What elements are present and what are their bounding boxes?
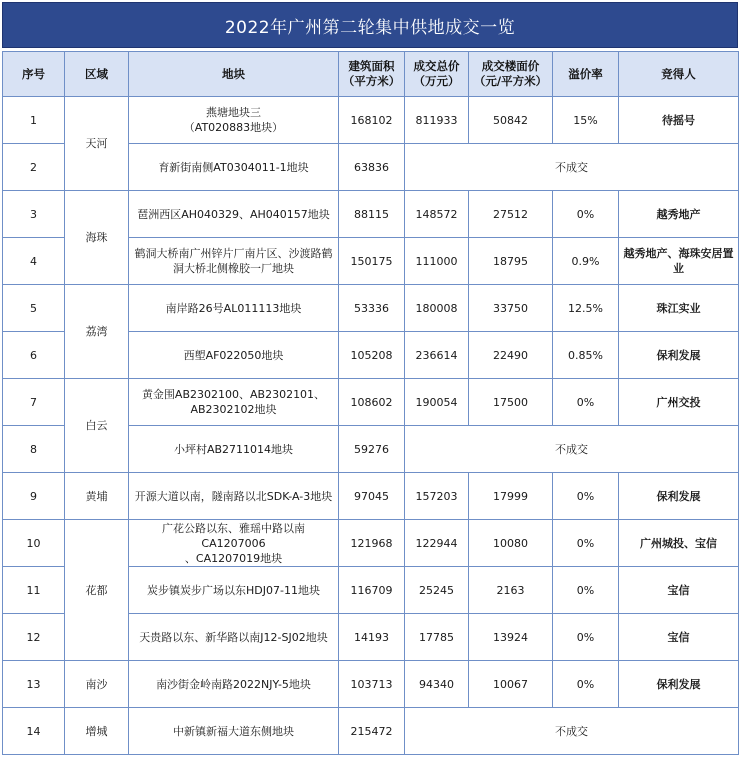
plot-cell [129,567,339,614]
seq-cell: 5 [3,285,65,332]
header-seq: 序号 [3,52,65,97]
land-sales-table [2,51,739,755]
area-cell: 14193 [339,614,405,661]
status-cell: 不成交 [405,144,739,191]
table-row [3,97,739,144]
plot-name-line: 炭步镇炭步广场以东HDJ07-11地块 [147,583,320,597]
plot-cell [129,473,339,520]
unit-price-cell: 50842 [469,97,553,144]
table-row [3,520,739,567]
plot-cell [129,520,339,567]
premium-cell: 0% [553,379,619,426]
header-winner: 竞得人 [619,52,739,97]
plot-cell [129,144,339,191]
seq-cell: 6 [3,332,65,379]
winner-cell: 广州城投、宝信 [619,520,739,567]
header-premium: 溢价率 [553,52,619,97]
seq-cell: 7 [3,379,65,426]
table-row [3,379,739,426]
winner-cell: 保利发展 [619,473,739,520]
total-price-cell: 190054 [405,379,469,426]
plot-cell [129,238,339,285]
area-cell: 168102 [339,97,405,144]
plot-name-line: 洞大桥北侧橡胶一厂地块 [173,262,294,275]
header-area-line2: （平方米） [342,74,401,88]
table-title: 2022年广州第二轮集中供地成交一览 [2,2,738,48]
area-cell: 215472 [339,708,405,755]
area-cell: 105208 [339,332,405,379]
plot-name-line: 燕塘地块三 [206,106,261,119]
area-cell: 59276 [339,426,405,473]
premium-cell: 0% [553,520,619,567]
header-unit-price [469,52,553,97]
unit-price-cell: 33750 [469,285,553,332]
seq-cell: 9 [3,473,65,520]
plot-name-line: 鹤洞大桥南广州锌片厂南片区、沙渡路鹤 [134,247,333,260]
unit-price-cell: 13924 [469,614,553,661]
winner-cell: 越秀地产 [619,191,739,238]
unit-price-cell: 22490 [469,332,553,379]
plot-cell [129,379,339,426]
area-cell: 150175 [339,238,405,285]
plot-name-line: 育新街南侧AT0304011-1地块 [158,160,309,174]
premium-cell: 0% [553,614,619,661]
area-cell: 121968 [339,520,405,567]
unit-price-cell: 10080 [469,520,553,567]
seq-cell: 14 [3,708,65,755]
plot-cell [129,97,339,144]
seq-cell: 11 [3,567,65,614]
seq-cell: 12 [3,614,65,661]
table-row [3,661,739,708]
plot-name-line: 南沙街金岭南路2022NJY-5地块 [156,677,311,691]
premium-cell: 12.5% [553,285,619,332]
unit-price-cell: 10067 [469,661,553,708]
plot-name-line: （AT020883地块） [183,121,284,134]
winner-cell: 待摇号 [619,97,739,144]
unit-price-cell: 17999 [469,473,553,520]
unit-price-cell: 18795 [469,238,553,285]
header-plot: 地块 [129,52,339,97]
plot-cell [129,614,339,661]
district-cell: 白云 [65,379,129,473]
table-row [3,191,739,238]
area-cell: 63836 [339,144,405,191]
plot-name-line: 天贵路以东、新华路以南J12-SJ02地块 [139,630,328,644]
seq-cell: 3 [3,191,65,238]
area-cell: 88115 [339,191,405,238]
winner-cell: 广州交投 [619,379,739,426]
table-row [3,708,739,755]
unit-price-cell: 27512 [469,191,553,238]
seq-cell: 1 [3,97,65,144]
district-cell: 增城 [65,708,129,755]
seq-cell: 10 [3,520,65,567]
status-cell: 不成交 [405,708,739,755]
plot-name-line: 黄金围AB2302100、AB2302101、 [141,388,326,401]
header-district: 区域 [65,52,129,97]
total-price-cell: 111000 [405,238,469,285]
total-price-cell: 25245 [405,567,469,614]
table-row [3,285,739,332]
winner-cell: 保利发展 [619,661,739,708]
header-total-line1: 成交总价 [413,59,460,73]
total-price-cell: 148572 [405,191,469,238]
plot-name-line: 小坪村AB2711014地块 [173,442,294,456]
district-cell: 荔湾 [65,285,129,379]
district-cell: 南沙 [65,661,129,708]
header-total-line2: （万元） [413,74,460,88]
winner-cell: 宝信 [619,567,739,614]
winner-cell: 珠江实业 [619,285,739,332]
plot-name-line: 开源大道以南，隧南路以北SDK-A-3地块 [134,489,333,503]
winner-cell: 宝信 [619,614,739,661]
premium-cell: 0% [553,473,619,520]
header-total [405,52,469,97]
plot-name-line: 广花公路以东、雅瑶中路以南CA1207006 [162,521,305,550]
area-cell: 108602 [339,379,405,426]
area-cell: 116709 [339,567,405,614]
header-area-line1: 建筑面积 [348,59,395,73]
total-price-cell: 157203 [405,473,469,520]
total-price-cell: 180008 [405,285,469,332]
plot-name-line: AB2302102地块 [190,403,277,416]
header-area [339,52,405,97]
plot-cell [129,426,339,473]
district-cell: 天河 [65,97,129,191]
district-cell: 花都 [65,520,129,661]
header-unit-price-line1: 成交楼面价 [481,59,540,73]
premium-cell: 0% [553,567,619,614]
area-cell: 103713 [339,661,405,708]
district-cell: 海珠 [65,191,129,285]
plot-name-line: 、CA1207019地块 [184,551,283,565]
seq-cell: 8 [3,426,65,473]
premium-cell: 0% [553,191,619,238]
table-body [3,97,739,755]
plot-cell [129,332,339,379]
plot-name-line: 南岸路26号AL011113地块 [165,301,302,315]
premium-cell: 15% [553,97,619,144]
plot-cell [129,708,339,755]
plot-name-line: 中新镇新福大道东侧地块 [173,724,294,738]
premium-cell: 0.9% [553,238,619,285]
seq-cell: 4 [3,238,65,285]
district-cell: 黄埔 [65,473,129,520]
seq-cell: 13 [3,661,65,708]
winner-cell: 越秀地产、海珠安居置业 [619,238,739,285]
plot-cell [129,191,339,238]
premium-cell: 0% [553,661,619,708]
total-price-cell: 811933 [405,97,469,144]
unit-price-cell: 2163 [469,567,553,614]
status-cell: 不成交 [405,426,739,473]
premium-cell: 0.85% [553,332,619,379]
plot-cell [129,285,339,332]
area-cell: 53336 [339,285,405,332]
winner-cell: 保利发展 [619,332,739,379]
table-row [3,473,739,520]
total-price-cell: 94340 [405,661,469,708]
plot-cell [129,661,339,708]
area-cell: 97045 [339,473,405,520]
total-price-cell: 122944 [405,520,469,567]
total-price-cell: 236614 [405,332,469,379]
plot-name-line: 西塱AF022050地块 [183,348,284,362]
total-price-cell: 17785 [405,614,469,661]
header-unit-price-line2: （元/平方米） [473,74,548,88]
header-row [3,52,739,97]
plot-name-line: 琶洲西区AH040329、AH040157地块 [137,207,330,221]
unit-price-cell: 17500 [469,379,553,426]
seq-cell: 2 [3,144,65,191]
